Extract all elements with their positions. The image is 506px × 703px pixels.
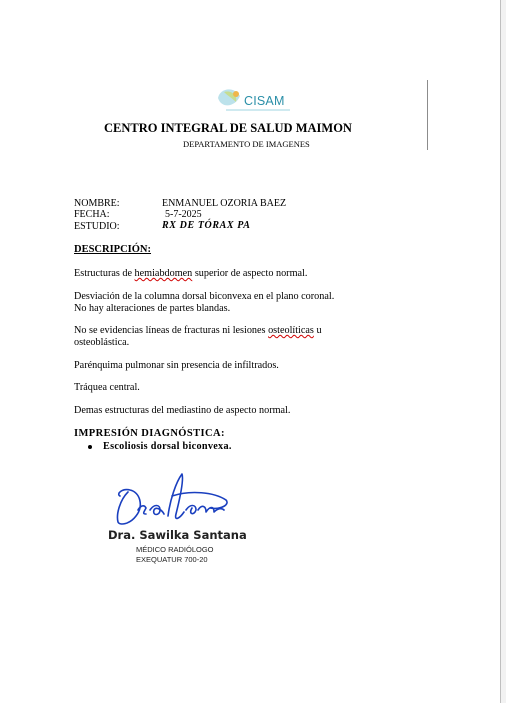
department-name: DEPARTAMENTO DE IMAGENES [183,139,310,149]
signature-name: Dra. Sawilka Santana [108,528,247,542]
p3-text-a: No se evidencias líneas de fracturas ni lesiones [74,325,269,336]
p1-text-a: Estructuras de [74,268,135,279]
date-label: FECHA: [74,209,110,220]
impression-heading: IMPRESIÓN DIAGNÓSTICA: [74,428,225,439]
p1-text-b: hemiabdomen [134,268,193,279]
description-paragraph-2-line-2: No hay alteraciones de partes blandas. [74,303,231,314]
description-paragraph-5: Tráquea central. [74,382,140,393]
description-paragraph-1 [74,268,307,281]
p3-text-b: osteolíticas [268,325,314,336]
description-paragraph-4: Parénquima pulmonar sin presencia de infiltrados. [74,360,279,371]
page-right-shadow [501,0,506,703]
impression-item-1: Escoliosis dorsal biconvexa. [103,441,232,452]
description-paragraph-2-line-1: Desviación de la columna dorsal biconvexa en el plano coronal. [74,291,335,302]
description-paragraph-3-line-1 [74,325,322,338]
description-heading: DESCRIPCIÓN: [74,244,152,255]
bullet-icon [88,445,92,449]
signature-exequatur: EXEQUATUR 700-20 [136,555,208,564]
study-label: ESTUDIO: [74,221,120,232]
description-paragraph-3-line-2: osteoblástica. [74,337,130,348]
p3-text-c: u [313,325,322,336]
date-value: 5-7-2025 [165,209,202,220]
handwritten-signature [110,470,240,530]
logo-text: CISAM [244,94,285,108]
name-label: NOMBRE: [74,198,120,209]
header-vertical-rule [427,80,428,150]
signature-role: MÉDICO RADIÓLOGO [136,545,214,554]
name-value: ENMANUEL OZORIA BAEZ [162,198,287,209]
center-name: CENTRO INTEGRAL DE SALUD MAIMON [104,121,352,135]
study-value: RX DE TÓRAX PA [162,220,251,231]
p1-text-c: superior de aspecto normal. [192,268,308,279]
description-paragraph-6: Demas estructuras del mediastino de aspecto normal. [74,405,291,416]
